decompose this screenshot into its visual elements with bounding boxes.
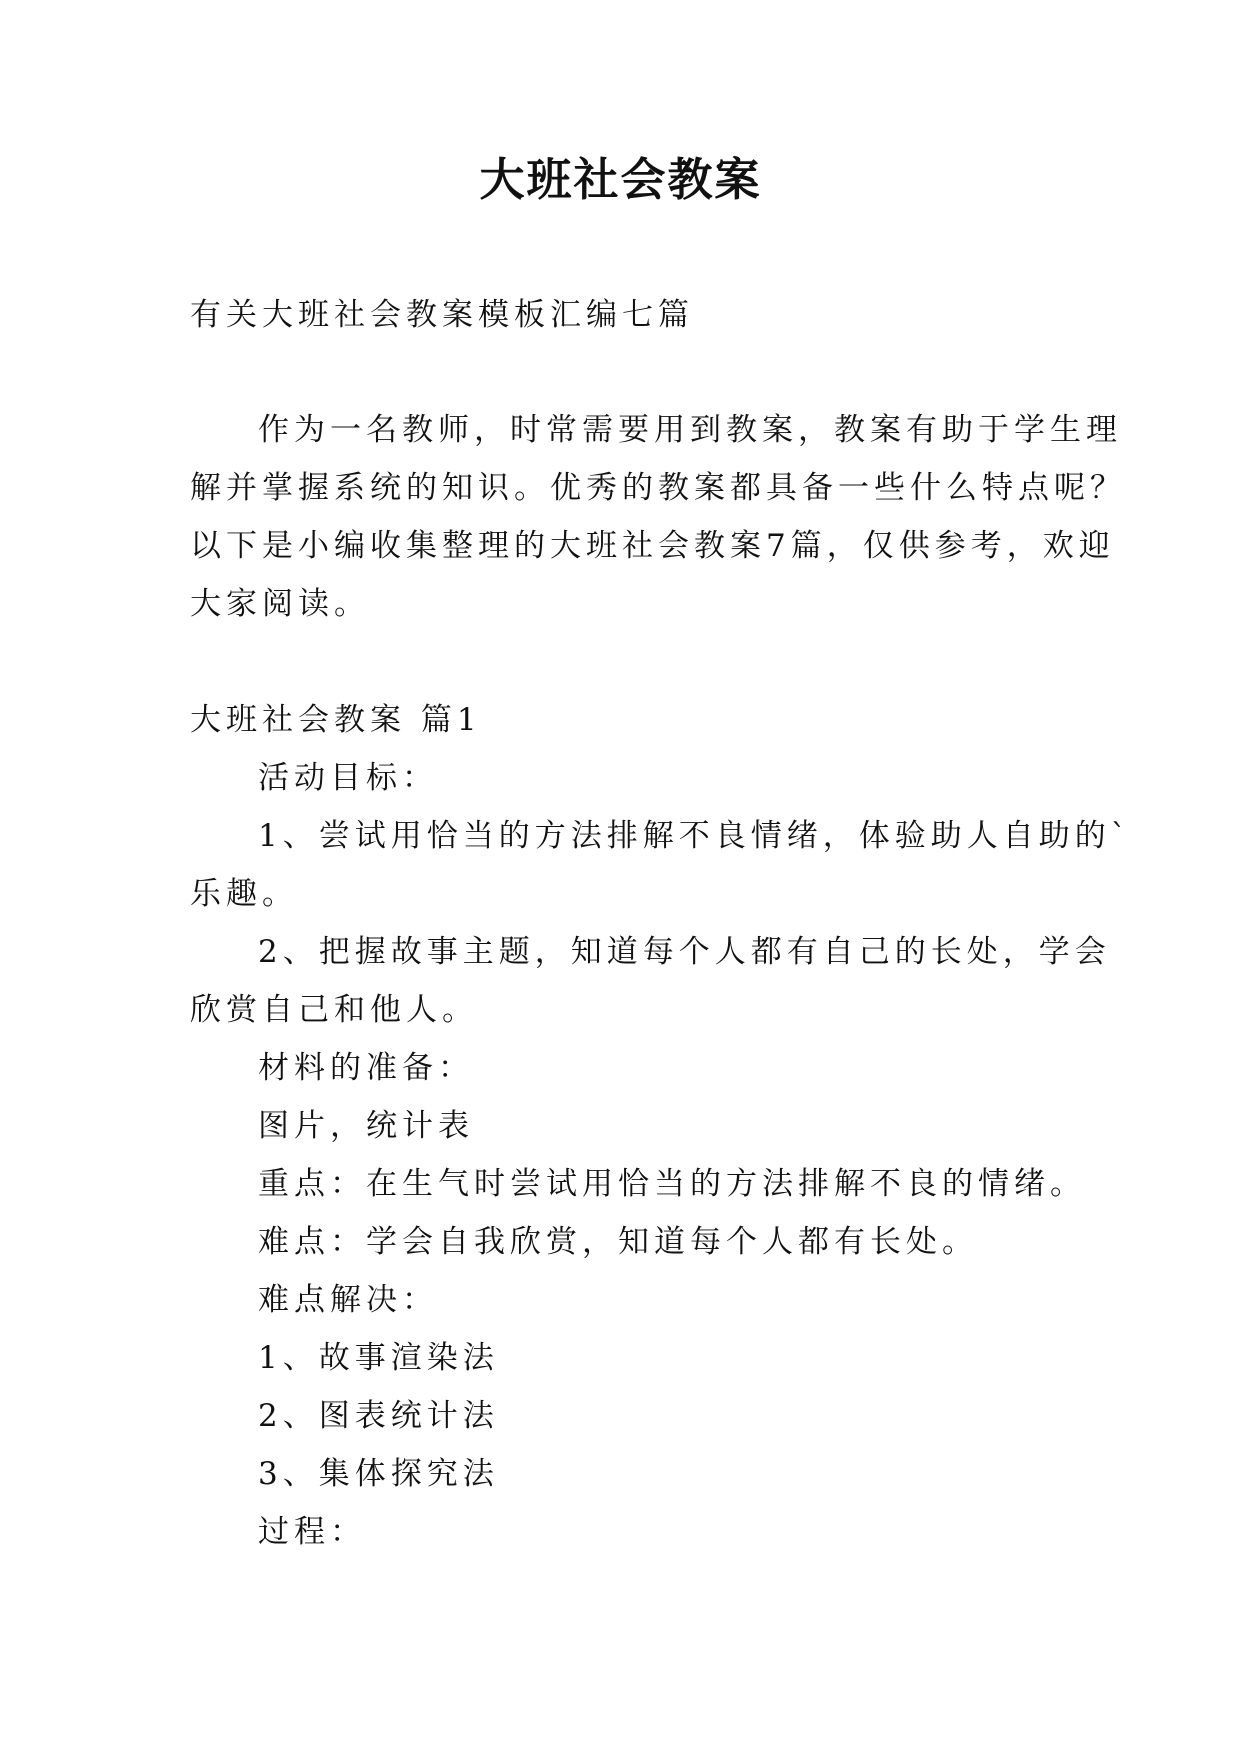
section-line: 2、图表统计法	[258, 1398, 499, 1434]
section-line: 欣赏自己和他人。	[190, 992, 478, 1028]
section-line: 图片，统计表	[258, 1108, 474, 1144]
section-heading: 大班社会教案 篇1	[190, 702, 482, 738]
section-line: 1、尝试用恰当的方法排解不良情绪，体验助人自助的`	[258, 818, 1132, 854]
intro-line-2: 解并掌握系统的知识。优秀的教案都具备一些什么特点呢？	[190, 470, 1126, 506]
section-line: 活动目标：	[258, 760, 438, 796]
document-title: 大班社会教案	[479, 153, 762, 206]
section-line: 乐趣。	[190, 876, 298, 912]
intro-line-1: 作为一名教师，时常需要用到教案，教案有助于学生理	[258, 412, 1122, 448]
document-subtitle: 有关大班社会教案模板汇编七篇	[190, 297, 694, 333]
section-line: 重点：在生气时尝试用恰当的方法排解不良的情绪。	[258, 1166, 1086, 1202]
section-line: 1、故事渲染法	[258, 1340, 499, 1376]
section-line: 2、把握故事主题，知道每个人都有自己的长处，学会	[258, 934, 1111, 970]
section-line: 难点解决：	[258, 1282, 438, 1318]
section-line: 过程：	[258, 1514, 366, 1550]
section-line: 材料的准备：	[258, 1050, 474, 1086]
intro-line-4: 大家阅读。	[190, 586, 370, 622]
section-line: 3、集体探究法	[258, 1456, 499, 1492]
intro-line-3: 以下是小编收集整理的大班社会教案7篇，仅供参考，欢迎	[190, 528, 1115, 564]
section-line: 难点：学会自我欣赏，知道每个人都有长处。	[258, 1224, 978, 1260]
